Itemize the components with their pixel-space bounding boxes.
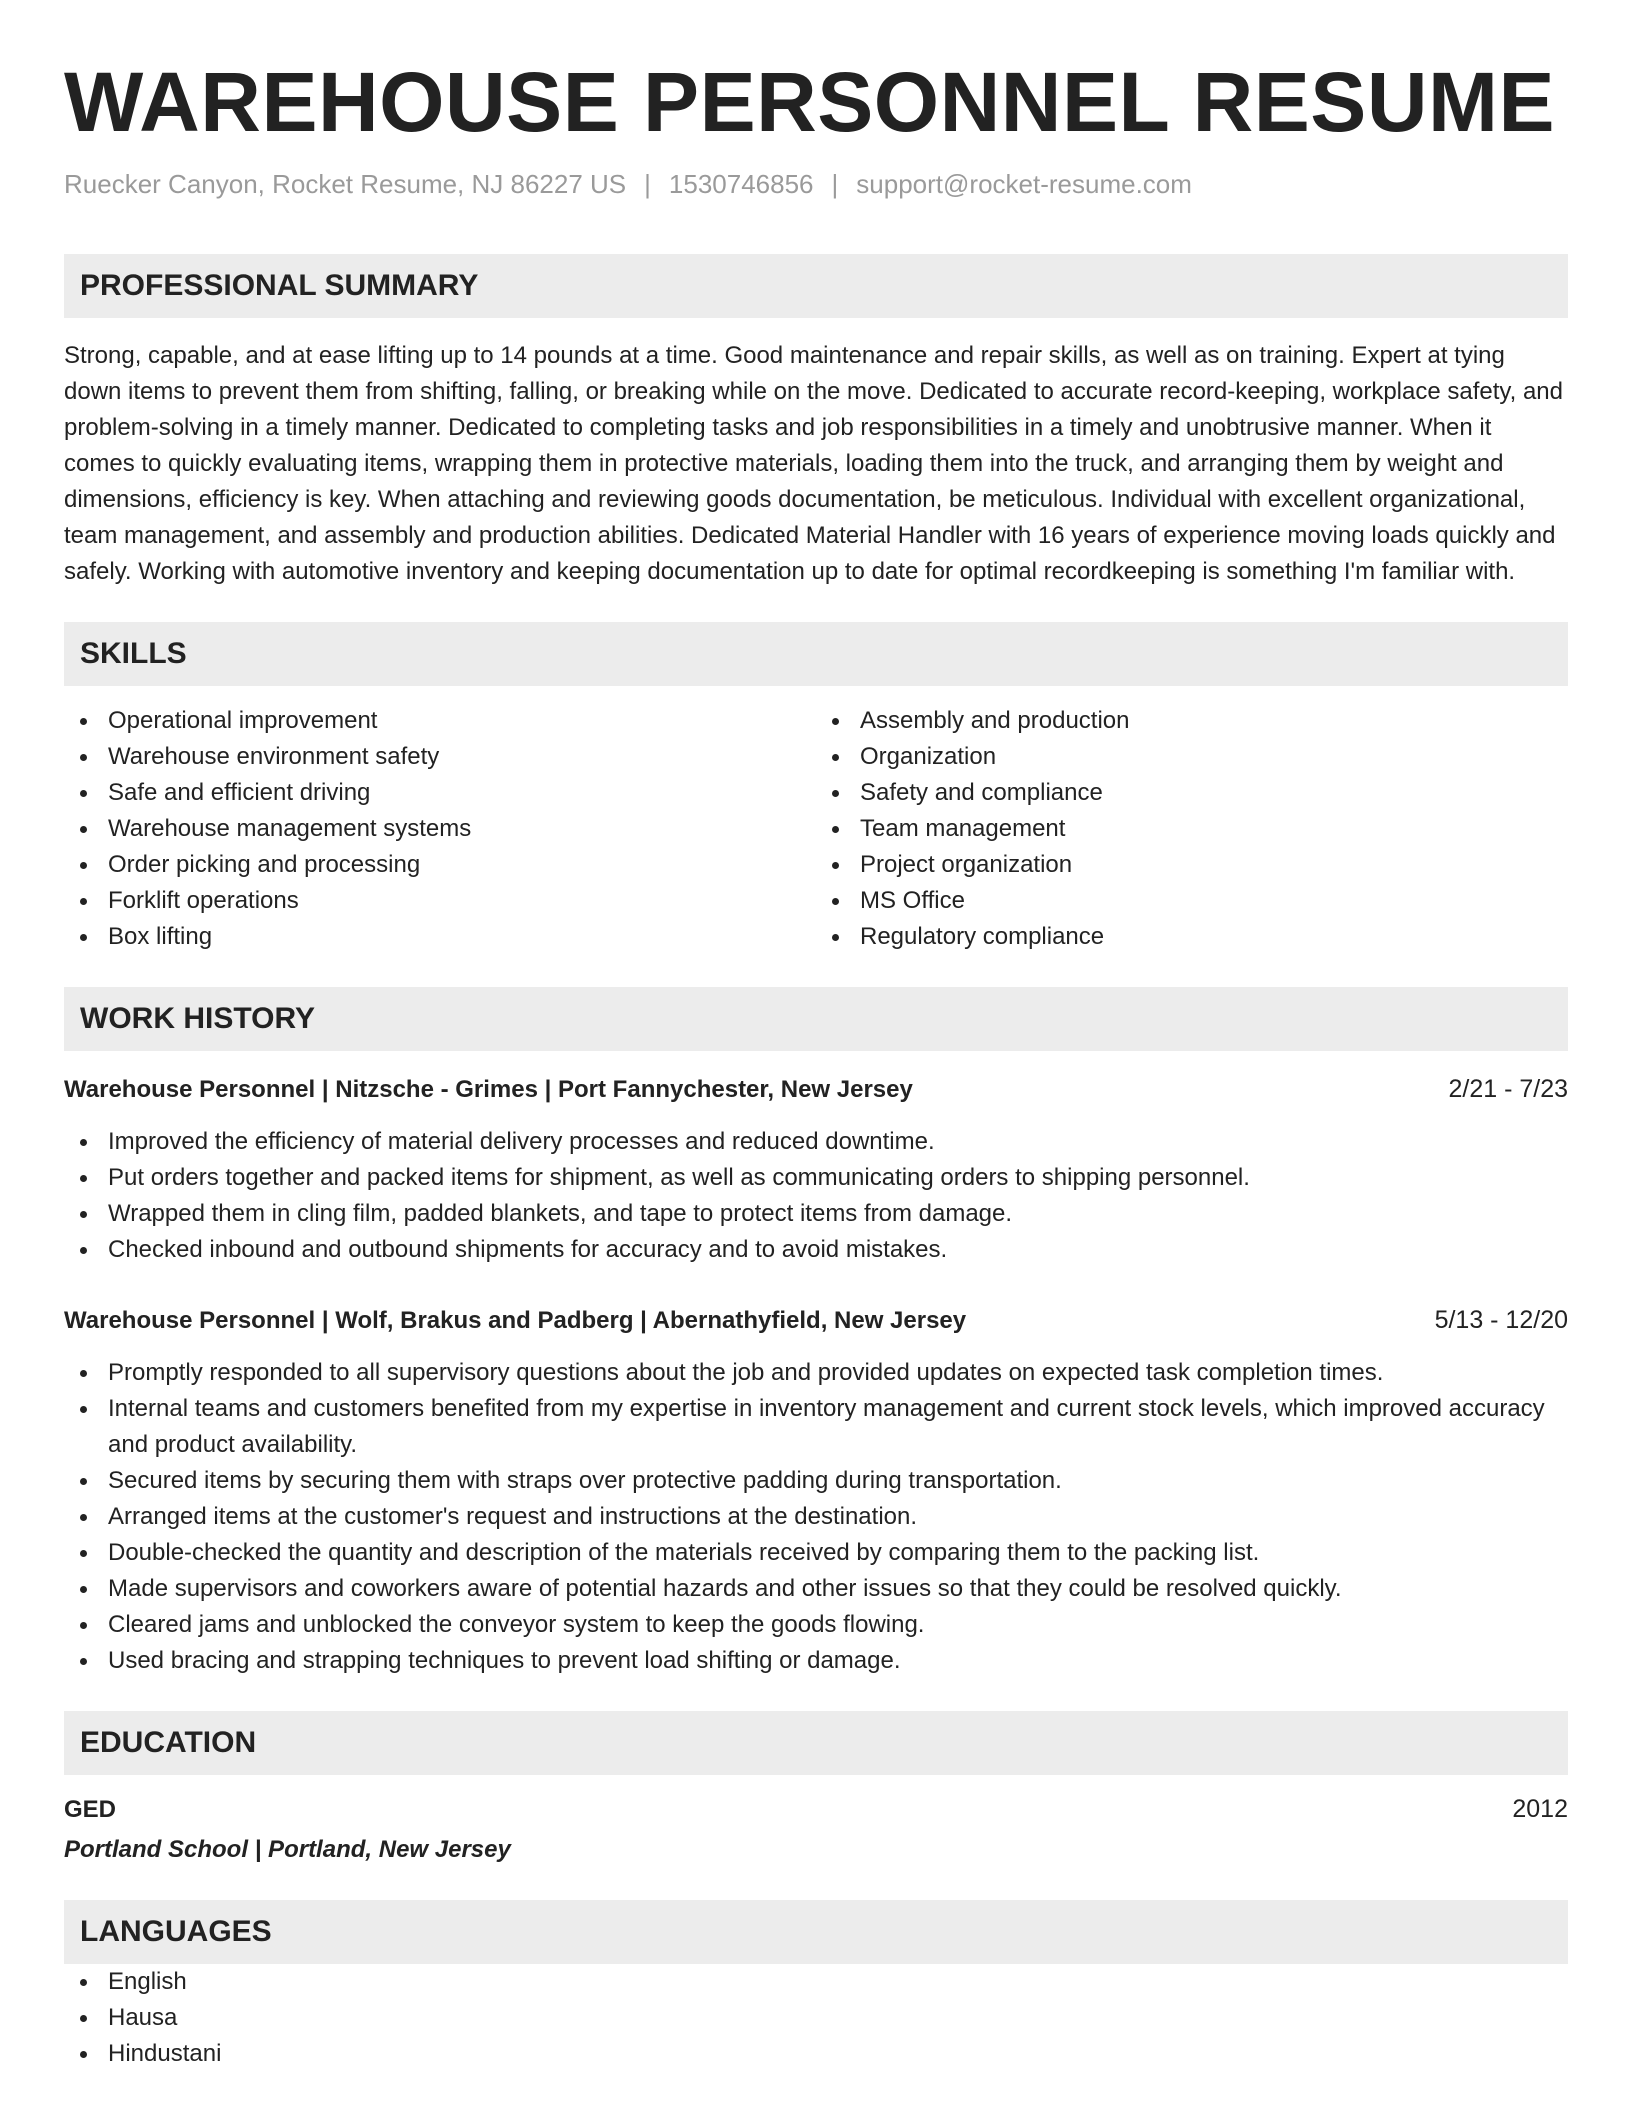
job-header bbox=[64, 1302, 1568, 1339]
contact-address: Ruecker Canyon, Rocket Resume, NJ 86227 US bbox=[64, 169, 627, 199]
job-dates: 5/13 - 12/20 bbox=[1434, 1306, 1568, 1334]
list-item: Operational improvement bbox=[64, 703, 816, 739]
languages-section bbox=[64, 1900, 1568, 2072]
summary-heading: PROFESSIONAL SUMMARY bbox=[64, 254, 1568, 318]
job-dates: 2/21 - 7/23 bbox=[1448, 1075, 1568, 1103]
list-item: Promptly responded to all supervisory questions about the job and provided updates on expected task completion times. bbox=[64, 1355, 1568, 1391]
list-item: Team management bbox=[816, 811, 1568, 847]
list-item: MS Office bbox=[816, 883, 1568, 919]
education-school: Portland School | Portland, New Jersey bbox=[64, 1836, 511, 1863]
list-item: Safety and compliance bbox=[816, 775, 1568, 811]
education-header bbox=[64, 1791, 1568, 1828]
list-item: Warehouse environment safety bbox=[64, 739, 816, 775]
contact-separator: | bbox=[831, 169, 839, 199]
list-item: Project organization bbox=[816, 847, 1568, 883]
resume-title: WAREHOUSE PERSONNEL RESUME bbox=[64, 55, 1555, 149]
job-header bbox=[64, 1071, 1568, 1108]
list-item: Hausa bbox=[64, 2000, 1568, 2036]
list-item: Hindustani bbox=[64, 2036, 1568, 2072]
education-degree: GED bbox=[64, 1796, 117, 1823]
list-item: Warehouse management systems bbox=[64, 811, 816, 847]
summary-section bbox=[64, 254, 1568, 590]
list-item: Improved the efficiency of material delivery processes and reduced downtime. bbox=[64, 1124, 1568, 1160]
list-item: Cleared jams and unblocked the conveyor system to keep the goods flowing. bbox=[64, 1607, 1568, 1643]
work-history-section bbox=[64, 987, 1568, 1679]
work-history-heading: WORK HISTORY bbox=[64, 987, 1568, 1051]
list-item: Organization bbox=[816, 739, 1568, 775]
list-item: Double-checked the quantity and description of the materials received by comparing them to the packing list. bbox=[64, 1535, 1568, 1571]
education-year: 2012 bbox=[1512, 1795, 1568, 1823]
skills-section bbox=[64, 622, 1568, 955]
contact-phone: 1530746856 bbox=[668, 169, 814, 199]
list-item: Internal teams and customers benefited from my expertise in inventory management and current stock levels, which improved accuracy and product availability. bbox=[64, 1391, 1568, 1463]
list-item: Regulatory compliance bbox=[816, 919, 1568, 955]
list-item: English bbox=[64, 1964, 1568, 2000]
job-title: Warehouse Personnel | Wolf, Brakus and Padberg | Abernathyfield, New Jersey bbox=[64, 1307, 967, 1334]
list-item: Arranged items at the customer's request and instructions at the destination. bbox=[64, 1499, 1568, 1535]
list-item: Box lifting bbox=[64, 919, 816, 955]
education-section bbox=[64, 1711, 1568, 1868]
list-item: Wrapped them in cling film, padded blankets, and tape to protect items from damage. bbox=[64, 1196, 1568, 1232]
list-item: Safe and efficient driving bbox=[64, 775, 816, 811]
contact-line bbox=[64, 166, 1568, 202]
list-item: Order picking and processing bbox=[64, 847, 816, 883]
languages-list bbox=[64, 1964, 1568, 2072]
skills-left-list bbox=[64, 703, 816, 955]
list-item: Used bracing and strapping techniques to prevent load shifting or damage. bbox=[64, 1643, 1568, 1679]
list-item: Made supervisors and coworkers aware of potential hazards and other issues so that they could be resolved quickly. bbox=[64, 1571, 1568, 1607]
job-bullets bbox=[64, 1355, 1568, 1679]
list-item: Assembly and production bbox=[816, 703, 1568, 739]
languages-heading: LANGUAGES bbox=[64, 1900, 1568, 1964]
education-entry bbox=[64, 1791, 1568, 1868]
job-entry bbox=[64, 1302, 1568, 1679]
summary-text: Strong, capable, and at ease lifting up to 14 pounds at a time. Good maintenance and repair skills, as well as on training. Expert at tying down items to prevent them from shifting, falling, or breaking while on the move. Dedicated to accurate record-keeping, workplace safety, and problem-solving in a timely manner. Dedicated to completing tasks and job responsibilities in a timely and unobtrusive manner. When it comes to quickly evaluating items, wrapping them in protective materials, loading them into the truck, and arranging them by weight and dimensions, efficiency is key. When attaching and reviewing goods documentation, be meticulous. Individual with excellent organizational, team management, and assembly and production abilities. Dedicated Material Handler with 16 years of experience moving loads quickly and safely. Working with automotive inventory and keeping documentation up to date for optimal recordkeeping is something I'm familiar with. bbox=[64, 342, 1563, 585]
list-item: Secured items by securing them with straps over protective padding during transportation. bbox=[64, 1463, 1568, 1499]
job-entry bbox=[64, 1071, 1568, 1268]
job-bullets bbox=[64, 1124, 1568, 1268]
list-item: Checked inbound and outbound shipments for accuracy and to avoid mistakes. bbox=[64, 1232, 1568, 1268]
skills-heading: SKILLS bbox=[64, 622, 1568, 686]
skills-right-list bbox=[816, 703, 1568, 955]
education-heading: EDUCATION bbox=[64, 1711, 1568, 1775]
job-title: Warehouse Personnel | Nitzsche - Grimes | Port Fannychester, New Jersey bbox=[64, 1076, 913, 1103]
contact-email: support@rocket-resume.com bbox=[856, 169, 1192, 199]
skills-grid bbox=[64, 703, 1568, 955]
list-item: Put orders together and packed items for shipment, as well as communicating orders to shipping personnel. bbox=[64, 1160, 1568, 1196]
list-item: Forklift operations bbox=[64, 883, 816, 919]
contact-separator: | bbox=[644, 169, 651, 199]
